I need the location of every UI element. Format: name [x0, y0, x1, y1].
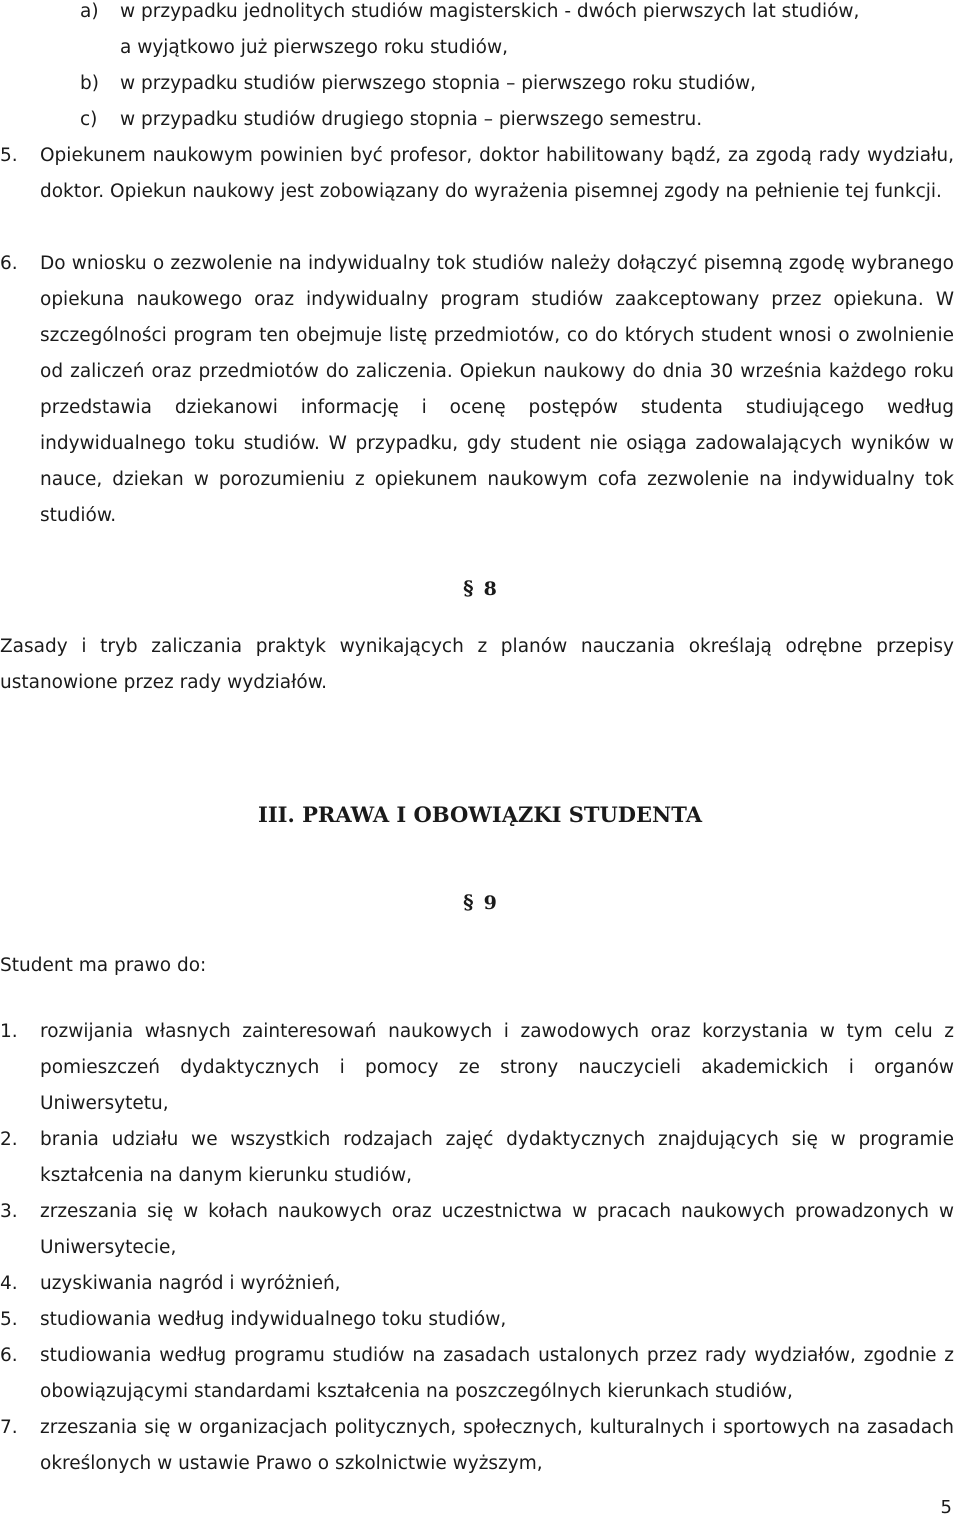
page-number: 5: [940, 1497, 952, 1518]
right-text: rozwijania własnych zainteresowań naukowych i zawodowych oraz korzystania w tym celu z pomieszczeń dydaktycznych i pomocy ze strony nauczycieli akademickich i organów Uniwersytetu,: [40, 1021, 954, 1114]
point-text: Opiekunem naukowym powinien być profesor, doktor habilitowany bądź, za zgodą rady wydziału, doktor. Opiekun naukowy jest zobowiązany do wyrażenia pisemnej zgody na pełnienie tej funkcji.: [40, 145, 954, 202]
right-number: 5.: [0, 1309, 18, 1330]
subpoint-label: a): [80, 1, 99, 22]
chapter-heading: III. PRAWA I OBOWIĄZKI STUDENTA: [258, 802, 702, 827]
right-text: studiowania według programu studiów na zasadach ustalonych przez rady wydziałów, zgodnie z obowiązującymi standardami kształcenia na poszczególnych kierunkach studiów,: [40, 1345, 954, 1402]
right-item-2: [0, 1122, 954, 1194]
subpoint-text: w przypadku studiów drugiego stopnia – pierwszego semestru.: [120, 109, 703, 130]
right-number: 3.: [0, 1201, 18, 1222]
point-number: 6.: [0, 253, 18, 274]
right-text: studiowania według indywidualnego toku studiów,: [40, 1309, 507, 1330]
subpoint-text: w przypadku studiów pierwszego stopnia – pierwszego roku studiów,: [120, 73, 757, 94]
paragraph-8: Zasady i tryb zaliczania praktyk wynikających z planów nauczania określają odrębne przepisy ustanowione przez rady wydziałów.: [0, 636, 954, 693]
point-5: [0, 138, 954, 210]
section-8-heading: [0, 570, 960, 607]
right-number: 1.: [0, 1021, 18, 1042]
right-text: zrzeszania się w kołach naukowych oraz uczestnictwa w pracach naukowych prowadzonych w Uniwersytecie,: [40, 1201, 954, 1258]
rights-intro: Student ma prawo do:: [0, 955, 207, 976]
right-item-3: [0, 1194, 954, 1266]
section-number: 9: [483, 892, 497, 914]
right-item-4: [0, 1266, 954, 1302]
point-text: Do wniosku o zezwolenie na indywidualny tok studiów należy dołączyć pisemną zgodę wybranego opiekuna naukowego oraz indywidualny program studiów zaakceptowany przez opiekuna. W szczególności program ten obejmuje listę przedmiotów, co do których student wnosi o zwolnienie od zaliczeń oraz przedmiotów do zaliczenia. Opiekun naukowy do dnia 30 września każdego roku przedstawia dziekanowi informację i ocenę postępów studenta studiującego według indywidualnego toku studiów. W przypadku, gdy student nie osiąga zadowalających wyników w nauce, dziekan w porozumieniu z opiekunem naukowym cofa zezwolenie na indywidualny tok studiów.: [40, 253, 954, 526]
right-number: 2.: [0, 1129, 18, 1150]
section-number: 8: [483, 578, 497, 600]
right-item-5: [0, 1302, 954, 1338]
right-number: 6.: [0, 1345, 18, 1366]
right-number: 4.: [0, 1273, 18, 1294]
subpoint-label: c): [80, 109, 98, 130]
point-6: [0, 246, 954, 534]
section-symbol: §: [463, 576, 474, 600]
subpoint-text: w przypadku jednolitych studiów magisterskich - dwóch pierwszych lat studiów,: [120, 1, 860, 22]
right-item-7: [0, 1410, 954, 1482]
section-9-heading: [0, 884, 960, 921]
point-number: 5.: [0, 145, 18, 166]
subpoint-text: a wyjątkowo już pierwszego roku studiów,: [120, 37, 508, 58]
subpoint-label: b): [80, 73, 99, 94]
right-text: brania udziału we wszystkich rodzajach zajęć dydaktycznych znajdujących się w programie kształcenia na danym kierunku studiów,: [40, 1129, 954, 1186]
right-text: zrzeszania się w organizacjach politycznych, społecznych, kulturalnych i sportowych na zasadach określonych w ustawie Prawo o szkolnictwie wyższym,: [40, 1417, 954, 1474]
right-number: 7.: [0, 1417, 18, 1438]
section-symbol: §: [463, 890, 474, 914]
right-item-6: [0, 1338, 954, 1410]
right-text: uzyskiwania nagród i wyróżnień,: [40, 1273, 341, 1294]
right-item-1: [0, 1014, 954, 1122]
